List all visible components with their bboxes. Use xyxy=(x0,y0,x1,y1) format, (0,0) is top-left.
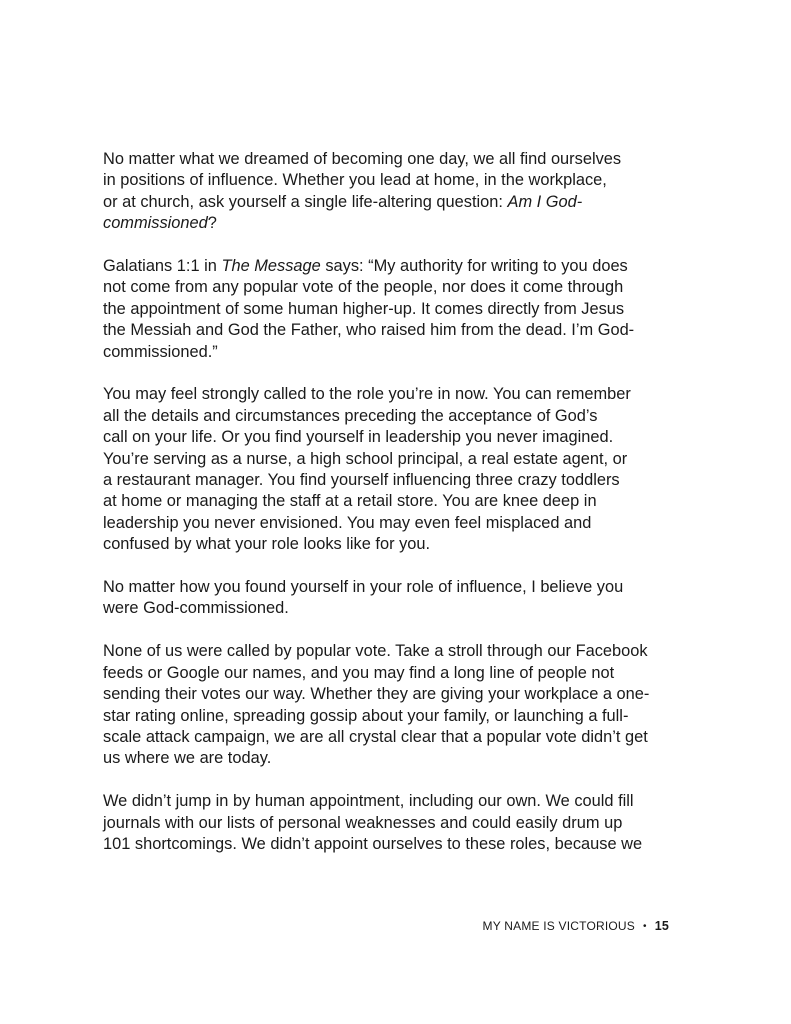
text-line xyxy=(103,149,678,170)
footer-book-title: MY NAME IS VICTORIOUS xyxy=(482,919,635,933)
text-line xyxy=(103,684,678,705)
page-number: 15 xyxy=(654,919,669,933)
text-run: the appointment of some human higher-up. It comes directly from Jesus xyxy=(103,299,625,318)
text-run: leadership you never envisioned. You may even feel misplaced and xyxy=(103,513,592,532)
text-line xyxy=(103,834,678,855)
text-run: in positions of influence. Whether you lead at home, in the workplace, xyxy=(103,171,607,190)
text-line xyxy=(103,748,678,769)
text-line xyxy=(103,299,678,320)
text-line xyxy=(103,491,678,512)
text-line xyxy=(103,791,678,812)
text-line xyxy=(103,813,678,834)
text-run: at home or managing the staff at a retail store. You are knee deep in xyxy=(103,492,597,511)
paragraph-2 xyxy=(103,256,678,363)
text-run: No matter what we dreamed of becoming one day, we all find ourselves xyxy=(103,150,622,168)
text-run: star rating online, spreading gossip about your family, or launching a full- xyxy=(103,706,629,725)
text-line xyxy=(103,706,678,727)
paragraph-4 xyxy=(103,577,678,620)
footer-separator: • xyxy=(642,921,647,932)
text-run: commissioned.” xyxy=(103,342,218,361)
text-line xyxy=(103,577,678,598)
text-line xyxy=(103,192,678,213)
text-line xyxy=(103,384,678,405)
text-run: the Messiah and God the Father, who raised him from the dead. I’m God- xyxy=(103,321,635,340)
text-line xyxy=(103,470,678,491)
text-run: were God-commissioned. xyxy=(103,599,289,618)
text-line xyxy=(103,342,678,363)
text-run: journals with our lists of personal weaknesses and could easily drum up xyxy=(103,813,623,832)
text-line xyxy=(103,663,678,684)
text-run: You’re serving as a nurse, a high school principal, a real estate agent, or xyxy=(103,449,628,468)
text-run: sending their votes our way. Whether they are giving your workplace a one- xyxy=(103,685,650,704)
text-line xyxy=(103,277,678,298)
running-footer xyxy=(0,919,669,933)
text-run: a restaurant manager. You find yourself influencing three crazy toddlers xyxy=(103,471,620,490)
text-run: 101 shortcomings. We didn’t appoint ourselves to these roles, because we xyxy=(103,834,643,853)
text-run: confused by what your role looks like for you. xyxy=(103,535,431,554)
text-line xyxy=(103,406,678,427)
text-line xyxy=(103,641,678,662)
text-line xyxy=(103,170,678,191)
text-line xyxy=(103,534,678,555)
text-line xyxy=(103,598,678,619)
paragraph-6 xyxy=(103,791,678,855)
text-run: not come from any popular vote of the people, nor does it come through xyxy=(103,278,624,297)
text-run: We didn’t jump in by human appointment, including our own. We could fill xyxy=(103,792,634,811)
text-run: feeds or Google our names, and you may find a long line of people not xyxy=(103,663,615,682)
italic-question: Am I God- xyxy=(507,192,583,211)
text-run: us where we are today. xyxy=(103,749,272,768)
body-text xyxy=(103,149,678,877)
text-run: all the details and circumstances preceding the acceptance of God’s xyxy=(103,406,598,425)
text-run: None of us were called by popular vote. Take a stroll through our Facebook xyxy=(103,642,648,661)
italic-book-title: The Message xyxy=(221,257,321,276)
paragraph-1 xyxy=(103,149,678,235)
paragraph-3 xyxy=(103,384,678,555)
text-run: ? xyxy=(207,214,217,233)
text-line xyxy=(103,727,678,748)
text-run: or at church, ask yourself a single life-altering question: xyxy=(103,192,508,211)
text-line xyxy=(103,213,678,234)
text-line xyxy=(103,427,678,448)
text-run: says: “My authority for writing to you does xyxy=(320,257,628,276)
text-run: Galatians 1:1 in xyxy=(103,257,222,276)
text-line xyxy=(103,449,678,470)
text-line xyxy=(103,320,678,341)
text-run: You may feel strongly called to the role you’re in now. You can remember xyxy=(103,385,631,404)
paragraph-5 xyxy=(103,641,678,769)
italic-question: commissioned xyxy=(103,214,208,233)
text-line xyxy=(103,513,678,534)
text-run: No matter how you found yourself in your role of influence, I believe you xyxy=(103,578,624,597)
text-line xyxy=(103,256,678,277)
text-run: scale attack campaign, we are all crystal clear that a popular vote didn’t get xyxy=(103,727,648,746)
text-run: call on your life. Or you find yourself in leadership you never imagined. xyxy=(103,428,614,447)
